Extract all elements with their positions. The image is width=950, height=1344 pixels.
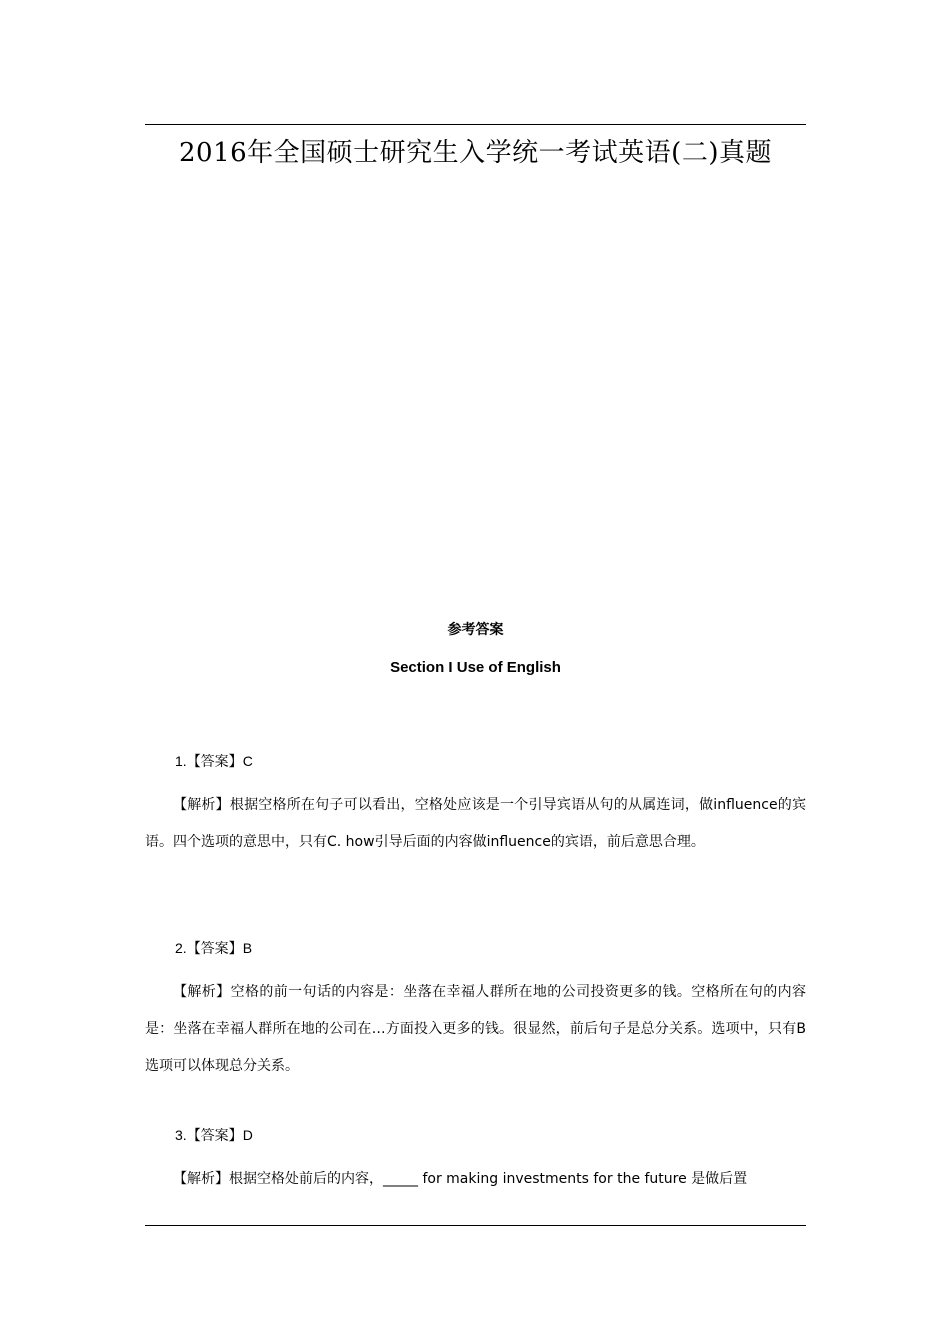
question-number: 3.: [175, 1127, 187, 1143]
section-heading: Section I Use of English: [390, 659, 561, 676]
answer-tag: 【答案】: [186, 754, 243, 770]
answer-heading: 参考答案: [447, 622, 504, 638]
question-item-2: [145, 937, 806, 1085]
answer-line: [175, 750, 806, 772]
answer-line: [175, 937, 806, 959]
question-number: 2.: [175, 940, 187, 956]
answer-value: B: [242, 940, 253, 956]
footer-rule: [145, 1225, 806, 1226]
question-item-1: [145, 750, 806, 861]
header-rule: [145, 124, 806, 125]
question-number: 1.: [175, 753, 187, 769]
answer-line: [175, 1124, 806, 1146]
analysis-text: 【解析】空格的前一句话的内容是：坐落在幸福人群所在地的公司投资更多的钱。空格所在句的内容是：坐落在幸福人群所在地的公司在…方面投入更多的钱。很显然，前后句子是总分关系。选项中，只有B选项可以体现总分关系。: [145, 984, 806, 1074]
analysis-text: 【解析】根据空格处前后的内容，_____ for making investments for the future 是做后置: [173, 1171, 748, 1187]
question-item-3: [145, 1124, 806, 1198]
answer-value: C: [242, 753, 253, 769]
answer-tag: 【答案】: [186, 941, 243, 957]
answer-value: D: [242, 1127, 253, 1143]
answer-tag: 【答案】: [186, 1128, 243, 1144]
analysis-text: 【解析】根据空格所在句子可以看出，空格处应该是一个引导宾语从句的从属连词，做influence的宾语。四个选项的意思中，只有C. how引导后面的内容做influence的宾语，前后意思合理。: [145, 797, 806, 850]
page-title: 2016年全国硕士研究生入学统一考试英语(二)真题: [179, 138, 772, 168]
